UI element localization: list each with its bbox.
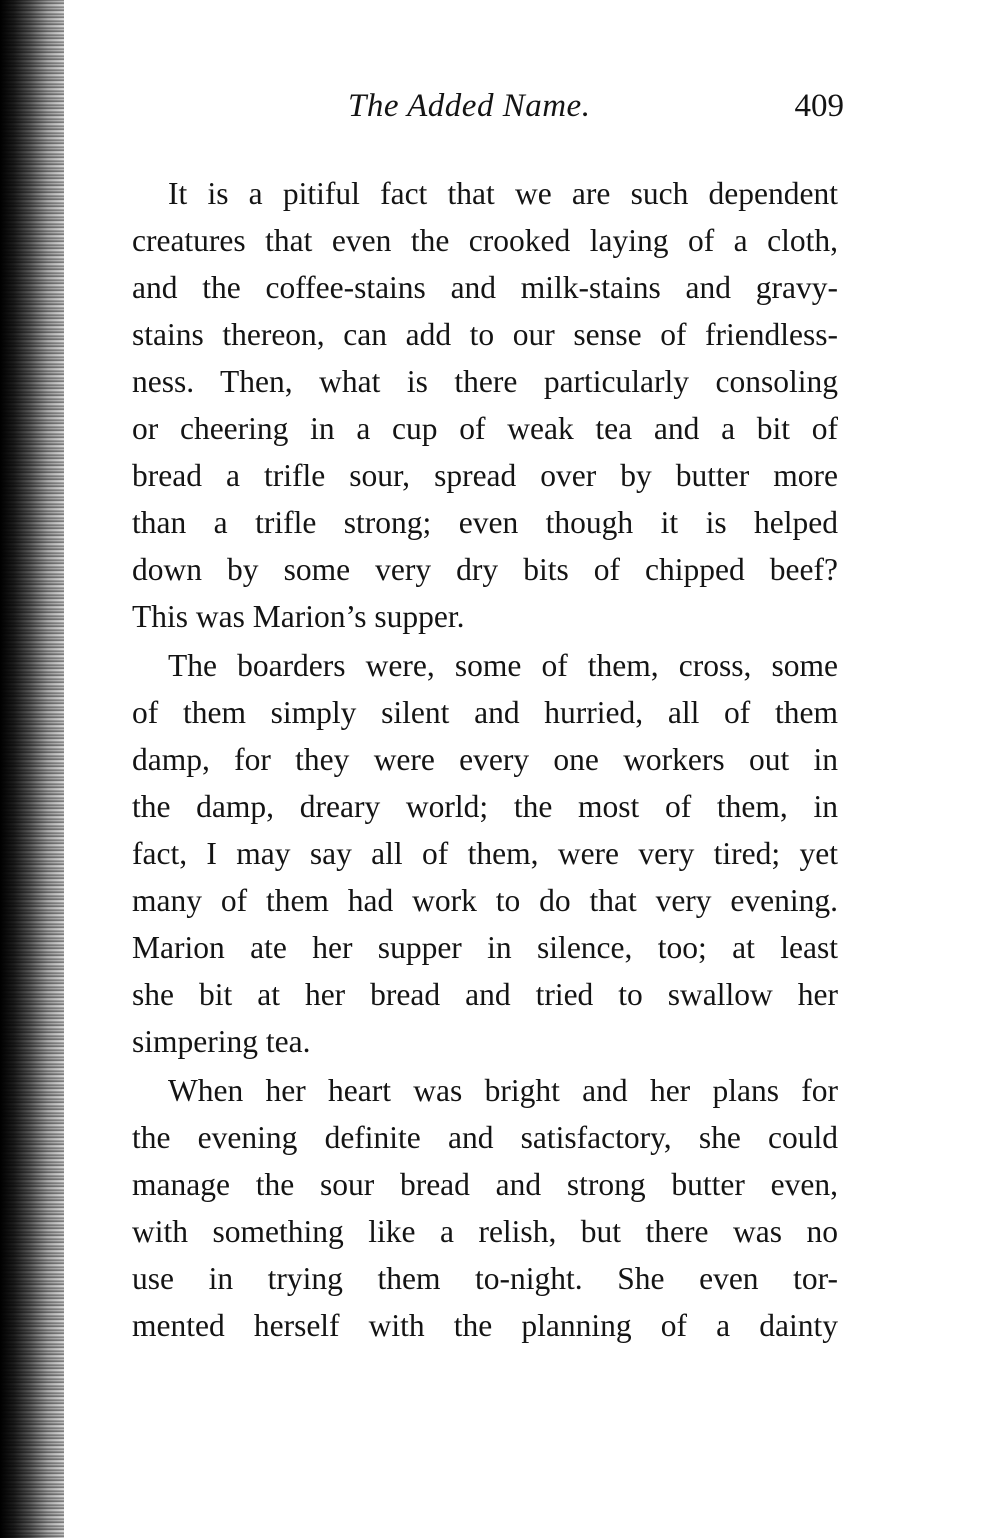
text-line: The boarders were, some of them, cross, some [168, 648, 838, 683]
text-line: ness. Then, what is there particularly consoling [132, 364, 838, 399]
text-line: creatures that even the crooked laying of a cloth, [132, 223, 838, 258]
paragraph-1 [132, 170, 838, 640]
page-header [132, 88, 844, 128]
text-line: bread a trifle sour, spread over by butter more [132, 458, 838, 493]
text-line: This was Marion’s supper. [132, 599, 465, 634]
text-line: down by some very dry bits of chipped beef? [132, 552, 838, 587]
text-line: simpering tea. [132, 1024, 311, 1059]
text-line: of them simply silent and hurried, all of them [132, 695, 838, 730]
page-number: 409 [794, 88, 844, 124]
text-line: manage the sour bread and strong butter even, [132, 1167, 838, 1202]
paragraph-3 [132, 1067, 838, 1349]
text-line: fact, I may say all of them, were very tired; yet [132, 836, 838, 871]
paragraph-2 [132, 642, 838, 1065]
text-line: mented herself with the planning of a dainty [132, 1308, 838, 1343]
text-line: Marion ate her supper in silence, too; at least [132, 930, 838, 965]
text-line: When her heart was bright and her plans for [168, 1073, 838, 1108]
body-text [132, 170, 838, 1351]
text-line: and the coffee-stains and milk-stains and gravy- [132, 270, 838, 305]
text-line: she bit at her bread and tried to swallow her [132, 977, 838, 1012]
text-line: or cheering in a cup of weak tea and a bit of [132, 411, 838, 446]
text-line: many of them had work to do that very evening. [132, 883, 838, 918]
text-line: than a trifle strong; even though it is helped [132, 505, 838, 540]
text-line: damp, for they were every one workers out in [132, 742, 838, 777]
text-line: stains thereon, can add to our sense of friendless- [132, 317, 838, 352]
text-line: the damp, dreary world; the most of them, in [132, 789, 838, 824]
text-line: with something like a relish, but there was no [132, 1214, 838, 1249]
text-line: use in trying them to-night. She even tor- [132, 1261, 838, 1296]
text-line: It is a pitiful fact that we are such dependent [168, 176, 838, 211]
text-line: the evening definite and satisfactory, she could [132, 1120, 838, 1155]
running-title: The Added Name. [348, 88, 591, 124]
scanned-binding-edge [0, 0, 64, 1538]
